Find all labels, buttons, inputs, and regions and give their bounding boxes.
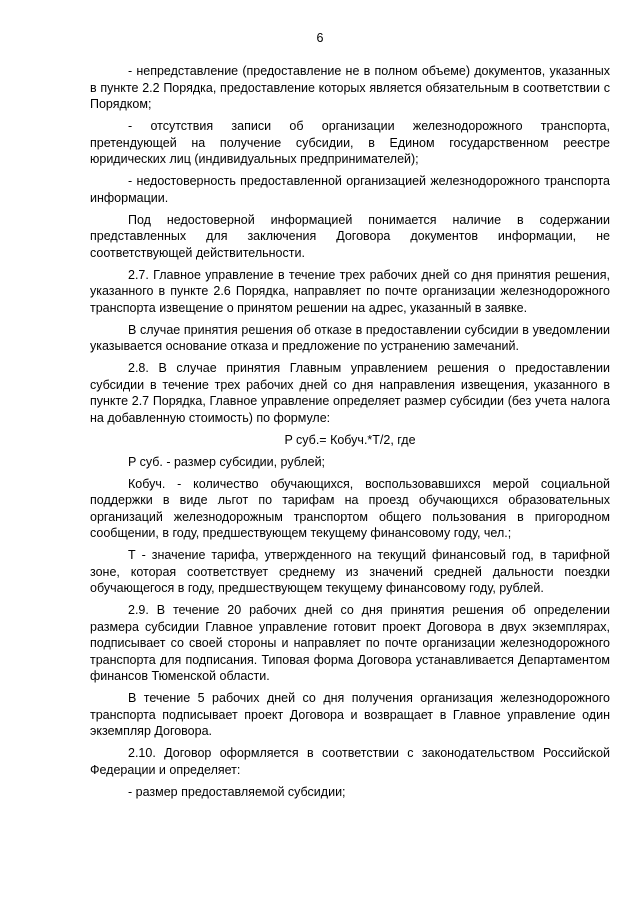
- paragraph-clause-2-8: 2.8. В случае принятия Главным управлением решения о предоставлении субсидии в течение трех рабочих дней со дня направления извещения, указанного в пункте 2.7 Порядка, Главное управление определяет размер субсидии (без учета налога на добавленную стоимость) по формуле:: [90, 361, 610, 425]
- paragraph-list-item: - недостоверность предоставленной организацией железнодорожного транспорта информации.: [90, 174, 610, 205]
- formula-definition: Т - значение тарифа, утвержденного на текущий финансовый год, в тарифной зоне, которая соответствует среднему из значений средней дальности поездки обучающегося в году, предшествующем текущему финансовому году, рублей.: [90, 548, 610, 595]
- paragraph-list-item: - отсутствия записи об организации железнодорожного транспорта, претендующей на получение субсидии, в Едином государственном реестре юридических лиц (индивидуальных предпринимателей);: [90, 119, 610, 166]
- paragraph-list-item: - непредставление (предоставление не в полном объеме) документов, указанных в пункте 2.2 Порядка, предоставление которых является обязательным в соответствии с Порядком;: [90, 64, 610, 111]
- paragraph-clause-2-9: 2.9. В течение 20 рабочих дней со дня принятия решения об определении размера субсидии Главное управление готовит проект Договора в двух экземплярах, подписывает со своей стороны и направляет по почте организации железнодорожного транспорта для подписания. Типовая форма Договора устанавливается Департаментом финансов Тюменской области.: [90, 603, 610, 683]
- paragraph-clause-2-10: 2.10. Договор оформляется в соответствии с законодательством Российской Федерации и определяет:: [90, 746, 610, 777]
- paragraph-list-item: - размер предоставляемой субсидии;: [128, 784, 346, 799]
- document-body: [90, 63, 610, 806]
- paragraph-clause-2-7: 2.7. Главное управление в течение трех рабочих дней со дня принятия решения, указанного в пункте 2.6 Порядка, направляет по почте организации железнодорожного транспорта извещение о принятом решении на адрес, указанный в заявке.: [90, 267, 610, 315]
- paragraph: Под недостоверной информацией понимается наличие в содержании представленных для заключения Договора документов информации, не соответствующей действительности.: [90, 212, 610, 260]
- page-number: 6: [316, 31, 324, 45]
- paragraph: В течение 5 рабочих дней со дня получения организация железнодорожного транспорта подписывает проект Договора и возвращает в Главное управление один экземпляр Договора.: [90, 691, 610, 738]
- paragraph: В случае принятия решения об отказе в предоставлении субсидии в уведомлении указывается основание отказа и предложение по устранению замечаний.: [90, 322, 610, 353]
- formula-definition: Кобуч. - количество обучающихся, воспользовавшихся мерой социальной поддержки в виде льгот по тарифам на проезд обучающихся образовательных организаций железнодорожным транспортом общего пользования в пригородном сообщении, в году, предшествующем текущему финансовому году, чел.;: [90, 476, 610, 540]
- formula: P суб.= Кобуч.*Т/2, где: [284, 432, 416, 447]
- formula-definition: P суб. - размер субсидии, рублей;: [128, 454, 326, 469]
